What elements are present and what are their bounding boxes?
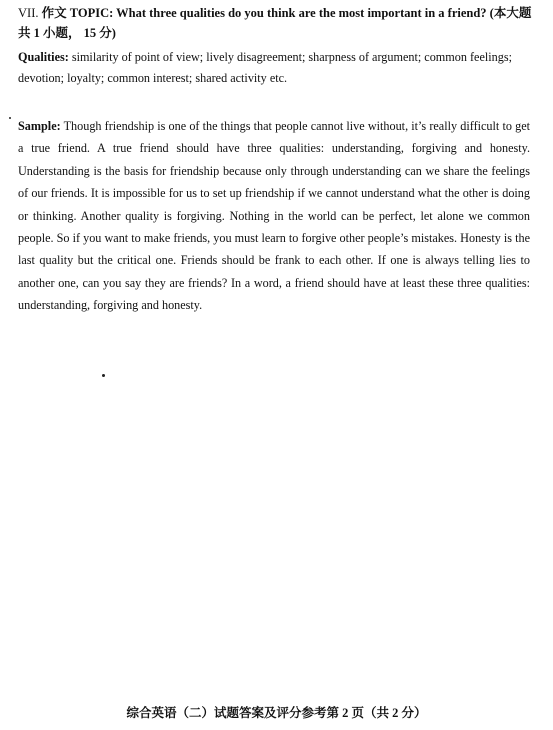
sample-text: Though friendship is one of the things that people cannot live without, it’s really difficult to get a true friend. A true friend should have three qualities: understanding, forgiving and honesty. Understanding is the basis for friendship because only through understanding can we share the feelings of our friends. It is impossible for us to set up friendship if we cannot understand what the other is doing or thinking. Another quality is forgiving. Nothing in the world can be perfect, let alone we common people. So if you want to make friends, you must learn to forgive other people’s mistakes. Honesty is the last quality but the critical one. Friends should be frank to each other. If one is always telling lies to another one, can you say they are friends? In a word, a friend should have at least these three qualities: understanding, forgiving and honesty. <box>18 119 530 313</box>
qualities-label: Qualities: <box>18 50 69 64</box>
qualities-paragraph <box>18 47 528 89</box>
section-number: VII. <box>18 6 39 20</box>
page-footer: 综合英语（二）试题答案及评分参考第 2 页（共 2 分） <box>126 706 427 720</box>
faint-watermark <box>60 398 180 435</box>
scan-speck <box>102 374 105 377</box>
section-heading <box>18 3 538 43</box>
faint-watermark <box>50 543 170 580</box>
section-title: 作文 TOPIC: What three qualities do you think are the most important in a friend? (本大题共 1 小题， 15 分) <box>18 6 532 40</box>
qualities-text: similarity of point of view; lively disagreement; sharpness of argument; common feelings; devotion; loyalty; common interest; shared activity etc. <box>18 50 512 85</box>
faint-watermark <box>340 398 460 435</box>
scan-speck <box>9 117 11 119</box>
sample-paragraph <box>18 115 530 317</box>
sample-label: Sample: <box>18 119 61 133</box>
faint-watermark <box>340 523 460 560</box>
